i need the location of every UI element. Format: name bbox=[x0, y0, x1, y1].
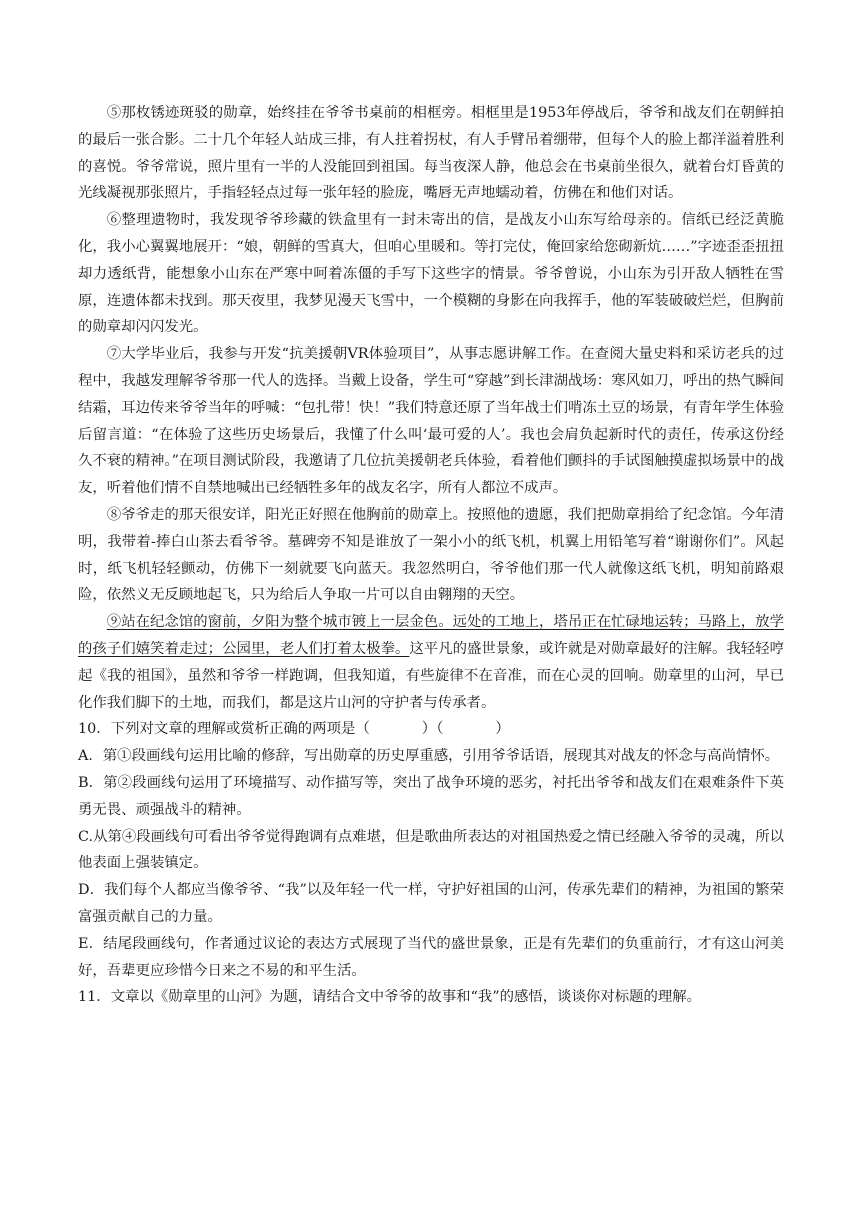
option-e: E．结尾段画线句，作者通过议论的表达方式展现了当代的盛世景象，正是有先辈们的负重前行，才有这山河美好，吾辈更应珍惜今日来之不易的和平生活。 bbox=[78, 935, 784, 979]
paragraph-9-rest: 这平凡的盛世景象，或许就是对勋章最好的注解。我轻轻哼起《我的祖国》，虽然和爷爷一样跑调，但我知道，有些旋律不在音准，而在心灵的回响。勋章里的山河，早已化作我们脚下的土地，而我们，都是这片山河的守护者与传承者。 bbox=[78, 640, 784, 711]
option-c: C.从第④段画线句可看出爷爷觉得跑调有点难堪，但是歌曲所表达的对祖国热爱之情已经融入爷爷的灵魂，所以他表面上强装镇定。 bbox=[78, 828, 784, 872]
paragraph-9 bbox=[78, 609, 784, 716]
question-10-mid: ）（ bbox=[421, 721, 444, 738]
underlined-sentence: ⑨站在纪念馆的窗前，夕阳为整个城市镀上一层金色。远处的工地上，塔吊正在忙碌地运转；马路上，放学的孩子们嬉笑着走过；公园里，老人们打着太极拳。 bbox=[78, 614, 784, 657]
document-page bbox=[78, 100, 784, 1011]
option-b: B．第②段画线句运用了环境描写、动作描写等，突出了战争环境的恶劣，衬托出爷爷和战友们在艰难条件下英勇无畏、顽强战斗的精神。 bbox=[78, 774, 784, 818]
paragraph-6: ⑥整理遗物时，我发现爷爷珍藏的铁盒里有一封未寄出的信，是战友小山东写给母亲的。信纸已经泛黄脆化，我小心翼翼地展开：“娘，朝鲜的雪真大，但咱心里暖和。等打完仗，俺回家给您砌新炕……”字迹歪歪扭扭却力透纸背，能想象小山东在严寒中呵着冻僵的手写下这些字的情景。爷爷曾说，小山东为引开敌人牺牲在雪原，连遗体都未找到。那天夜里，我梦见漫天飞雪中，一个模糊的身影在向我挥手，他的军装破破烂烂，但胸前的勋章却闪闪发光。 bbox=[78, 212, 784, 336]
option-d: D．我们每个人都应当像爷爷、“我”以及年轻一代一样，守护好祖国的山河，传承先辈们的精神，为祖国的繁荣富强贡献自己的力量。 bbox=[78, 882, 784, 925]
paragraph-7: ⑦大学毕业后，我参与开发“抗美援朝VR体验项目”，从事志愿讲解工作。在查阅大量史料和采访老兵的过程中，我越发理解爷爷那一代人的选择。当戴上设备，学生可“穿越”到长津湖战场：寒风如刀，呼出的热气瞬间结霜，耳边传来爷爷当年的呼喊：“包扎带！快！”我们特意还原了当年战士们啃冻土豆的场景，有青年学生体验后留言道：“在体验了这些历史场景后，我懂了什么叫‘最可爱的人’。我也会肩负起新时代的责任，传承这份经久不衰的精神。”在项目测试阶段，我邀请了几位抗美援朝老兵体验，看着他们颤抖的手试图触摸虚拟场景中的战友，听着他们情不自禁地喊出已经牺牲多年的战友名字，所有人都泣不成声。 bbox=[78, 346, 784, 497]
question-10-text: 10．下列对文章的理解或赏析正确的两项是（ bbox=[78, 721, 370, 738]
question-10 bbox=[78, 716, 784, 743]
option-a: A．第①段画线句运用比喻的修辞，写出勋章的历史厚重感，引用爷爷话语，展现其对战友的怀念与高尚情怀。 bbox=[78, 748, 780, 765]
question-11: 11．文章以《勋章里的山河》为题，请结合文中爷爷的故事和“我”的感悟，谈谈你对标题的理解。 bbox=[78, 989, 702, 1006]
question-10-end: ） bbox=[495, 721, 510, 738]
paragraph-8: ⑧爷爷走的那天很安详，阳光正好照在他胸前的勋章上。按照他的遗愿，我们把勋章捐给了纪念馆。今年清明，我带着-捧白山茶去看爷爷。墓碑旁不知是谁放了一架小小的纸飞机，机翼上用铅笔写着“谢谢你们”。风起时，纸飞机轻轻颤动，仿佛下一刻就要飞向蓝天。我忽然明白，爷爷他们那一代人就像这纸飞机，明知前路艰险，依然义无反顾地起飞，只为给后人争取一片可以自由翱翔的天空。 bbox=[78, 506, 784, 604]
paragraph-5: ⑤那枚锈迹斑驳的勋章，始终挂在爷爷书桌前的相框旁。相框里是1953年停战后，爷爷和战友们在朝鲜拍的最后一张合影。二十几个年轻人站成三排，有人拄着拐杖，有人手臂吊着绷带，但每个人的脸上都洋溢着胜利的喜悦。爷爷常说，照片里有一半的人没能回到祖国。每当夜深人静，他总会在书桌前坐很久，就着台灯昏黄的光线凝视那张照片，手指轻轻点过每一张年轻的脸庞，嘴唇无声地蠕动着，仿佛在和他们对话。 bbox=[78, 105, 784, 202]
